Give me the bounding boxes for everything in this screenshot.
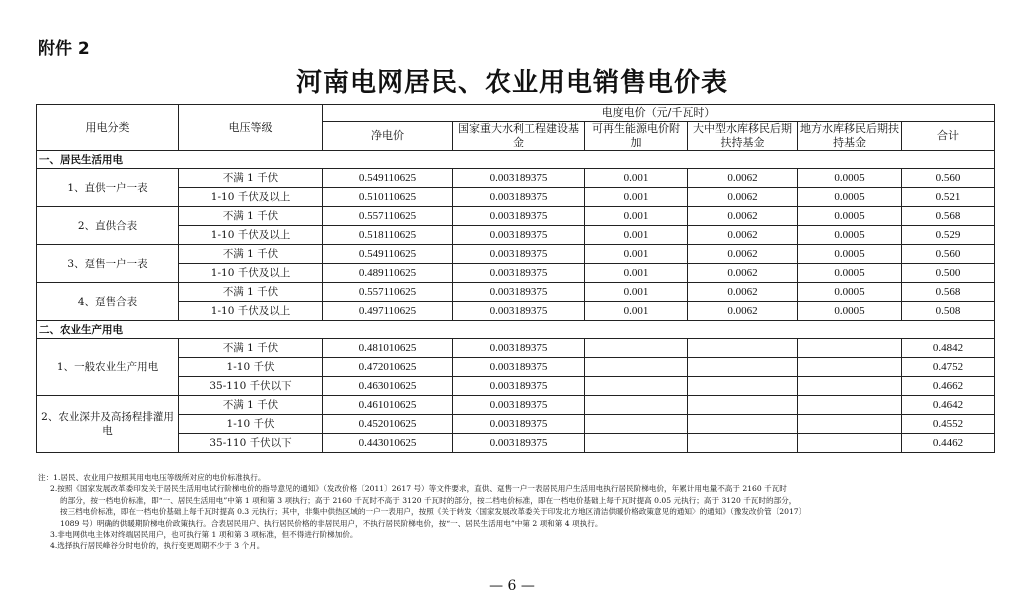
price-cell: 0.4642	[902, 396, 995, 415]
price-cell: 0.0005	[798, 302, 902, 321]
price-cell: 0.0062	[688, 226, 798, 245]
price-cell: 0.4752	[902, 358, 995, 377]
table-row	[37, 302, 995, 321]
price-cell: 0.0062	[688, 245, 798, 264]
price-cell: 0.001	[585, 302, 688, 321]
price-cell: 0.521	[902, 188, 995, 207]
category-cell: 4、趸售合表	[37, 283, 179, 321]
price-cell: 0.4662	[902, 377, 995, 396]
table-row	[37, 415, 995, 434]
price-cell: 0.001	[585, 283, 688, 302]
voltage-cell: 不满 1 千伏	[179, 396, 323, 415]
price-cell: 0.003189375	[453, 377, 585, 396]
price-cell: 0.472010625	[323, 358, 453, 377]
price-cell: 0.568	[902, 283, 995, 302]
price-cell	[585, 339, 688, 358]
price-cell: 0.001	[585, 226, 688, 245]
price-cell: 0.568	[902, 207, 995, 226]
voltage-cell: 不满 1 千伏	[179, 339, 323, 358]
price-cell: 0.0005	[798, 188, 902, 207]
price-cell: 0.003189375	[453, 245, 585, 264]
price-cell	[585, 358, 688, 377]
price-cell: 0.003189375	[453, 434, 585, 453]
price-cell: 0.0062	[688, 283, 798, 302]
category-cell: 1、直供一户一表	[37, 169, 179, 207]
page-number: — 6 —	[489, 578, 535, 594]
price-cell: 0.549110625	[323, 245, 453, 264]
note-line: 的部分，按一档电价标准，即“一、居民生活用电”中第 1 项和第 3 项执行；高于 2160 千瓦时不高于 3120 千瓦时的部分，按二档电价标准，即在一档电价基础上每千瓦时提高 0.05 元执行；高于 3120 千瓦时的部分，	[60, 495, 797, 505]
price-cell	[585, 415, 688, 434]
price-table	[36, 104, 995, 453]
price-cell	[688, 377, 798, 396]
table-row	[37, 283, 995, 302]
table-row	[37, 434, 995, 453]
table-row	[37, 245, 995, 264]
price-cell: 0.001	[585, 207, 688, 226]
price-cell: 0.0005	[798, 264, 902, 283]
header-category: 用电分类	[37, 105, 179, 151]
price-cell: 0.003189375	[453, 188, 585, 207]
price-cell: 0.0062	[688, 302, 798, 321]
price-cell: 0.463010625	[323, 377, 453, 396]
note-line: 2.按照《国家发展改革委印发关于居民生活用电试行阶梯电价的指导意见的通知》（发改价格〔2011〕2617 号）等文件要求，直供、趸售一户一表居民用户生活用电执行居民阶梯电价，年累计用电量不高于 2160 千瓦时	[50, 484, 787, 494]
price-cell: 0.489110625	[323, 264, 453, 283]
price-cell	[585, 377, 688, 396]
price-cell	[688, 434, 798, 453]
price-cell	[585, 434, 688, 453]
price-cell: 0.001	[585, 188, 688, 207]
price-cell: 0.001	[585, 264, 688, 283]
price-cell: 0.461010625	[323, 396, 453, 415]
price-cell: 0.0005	[798, 207, 902, 226]
price-cell: 0.003189375	[453, 226, 585, 245]
table-row	[37, 188, 995, 207]
header-total: 合计	[902, 122, 995, 151]
category-cell: 2、直供合表	[37, 207, 179, 245]
price-cell: 0.0062	[688, 169, 798, 188]
price-cell: 0.001	[585, 245, 688, 264]
price-cell: 0.481010625	[323, 339, 453, 358]
header-local-reservoir: 地方水库移民后期扶持基金	[798, 122, 902, 151]
voltage-cell: 1-10 千伏	[179, 415, 323, 434]
price-cell: 0.497110625	[323, 302, 453, 321]
price-cell: 0.4842	[902, 339, 995, 358]
price-cell	[798, 358, 902, 377]
price-cell: 0.0062	[688, 188, 798, 207]
voltage-cell: 1-10 千伏及以上	[179, 226, 323, 245]
document-title: 河南电网居民、农业用电销售电价表	[295, 68, 728, 98]
price-cell: 0.001	[585, 169, 688, 188]
header-water-fund: 国家重大水利工程建设基金	[453, 122, 585, 151]
voltage-cell: 不满 1 千伏	[179, 207, 323, 226]
price-cell: 0.4462	[902, 434, 995, 453]
price-cell: 0.003189375	[453, 358, 585, 377]
voltage-cell: 35-110 千伏以下	[179, 434, 323, 453]
price-cell: 0.560	[902, 245, 995, 264]
price-cell: 0.557110625	[323, 207, 453, 226]
price-cell	[688, 396, 798, 415]
price-cell: 0.510110625	[323, 188, 453, 207]
price-cell: 0.003189375	[453, 283, 585, 302]
price-cell: 0.518110625	[323, 226, 453, 245]
table-row	[37, 377, 995, 396]
header-renewable: 可再生能源电价附加	[585, 122, 688, 151]
table-row	[37, 169, 995, 188]
voltage-cell: 不满 1 千伏	[179, 283, 323, 302]
price-cell: 0.560	[902, 169, 995, 188]
price-cell	[798, 415, 902, 434]
table-row	[37, 226, 995, 245]
category-cell: 1、一般农业生产用电	[37, 339, 179, 396]
table-row	[37, 264, 995, 283]
price-cell: 0.003189375	[453, 169, 585, 188]
section-title: 一、居民生活用电	[37, 151, 995, 169]
notes-block	[38, 472, 993, 552]
table-row	[37, 358, 995, 377]
price-cell	[688, 358, 798, 377]
voltage-cell: 35-110 千伏以下	[179, 377, 323, 396]
header-voltage: 电压等级	[179, 105, 323, 151]
header-price-group: 电度电价（元/千瓦时）	[323, 105, 995, 122]
note-line: 3.非电网供电主体对终端居民用户，也可执行第 1 项和第 3 项标准，但不得进行阶梯加价。	[50, 530, 358, 540]
voltage-cell: 不满 1 千伏	[179, 169, 323, 188]
price-cell	[585, 396, 688, 415]
voltage-cell: 1-10 千伏	[179, 358, 323, 377]
price-cell: 0.529	[902, 226, 995, 245]
price-cell: 0.508	[902, 302, 995, 321]
price-cell: 0.452010625	[323, 415, 453, 434]
price-cell: 0.0005	[798, 245, 902, 264]
voltage-cell: 1-10 千伏及以上	[179, 302, 323, 321]
voltage-cell: 不满 1 千伏	[179, 245, 323, 264]
table-row	[37, 339, 995, 358]
header-large-reservoir: 大中型水库移民后期扶持基金	[688, 122, 798, 151]
price-cell: 0.003189375	[453, 396, 585, 415]
category-cell: 2、农业深井及高扬程排灌用电	[37, 396, 179, 453]
price-cell: 0.003189375	[453, 415, 585, 434]
price-cell: 0.003189375	[453, 264, 585, 283]
price-cell	[688, 415, 798, 434]
price-cell: 0.0062	[688, 207, 798, 226]
category-cell: 3、趸售一户一表	[37, 245, 179, 283]
table-row	[37, 207, 995, 226]
voltage-cell: 1-10 千伏及以上	[179, 264, 323, 283]
header-net-price: 净电价	[323, 122, 453, 151]
price-cell: 0.500	[902, 264, 995, 283]
price-cell	[798, 377, 902, 396]
price-cell: 0.0005	[798, 226, 902, 245]
price-cell	[688, 339, 798, 358]
price-cell: 0.003189375	[453, 339, 585, 358]
price-cell	[798, 434, 902, 453]
price-cell: 0.4552	[902, 415, 995, 434]
price-cell: 0.003189375	[453, 207, 585, 226]
voltage-cell: 1-10 千伏及以上	[179, 188, 323, 207]
price-cell: 0.557110625	[323, 283, 453, 302]
note-line: 按三档电价标准，即在一档电价基础上每千瓦时提高 0.3 元执行；其中，非集中供热区域的一户一表用户，按照《关于转发〈国家发展改革委关于印发北方地区清洁供暖价格政策意见的通知〉的通知》（豫发改价管〔2017〕	[60, 507, 807, 517]
section-title: 二、农业生产用电	[37, 321, 995, 339]
note-line: 1089 号）明确的供暖期阶梯电价政策执行。合表居民用户、执行居民价格的非居民用户，不执行居民阶梯电价，按“一、居民生活用电”中第 2 项和第 4 项执行。	[60, 518, 603, 528]
table-row	[37, 396, 995, 415]
attachment-label: 附件 2	[38, 39, 90, 59]
price-cell: 0.0005	[798, 283, 902, 302]
price-cell	[798, 396, 902, 415]
price-cell: 0.443010625	[323, 434, 453, 453]
price-cell: 0.003189375	[453, 302, 585, 321]
price-cell	[798, 339, 902, 358]
price-cell: 0.0062	[688, 264, 798, 283]
note-line: 注：1.居民、农业用户按照其用电电压等级所对应的电价标准执行。	[38, 473, 266, 482]
price-cell: 0.0005	[798, 169, 902, 188]
note-line: 4.选择执行居民峰谷分时电价的，执行变更周期不少于 3 个月。	[50, 541, 265, 551]
price-cell: 0.549110625	[323, 169, 453, 188]
